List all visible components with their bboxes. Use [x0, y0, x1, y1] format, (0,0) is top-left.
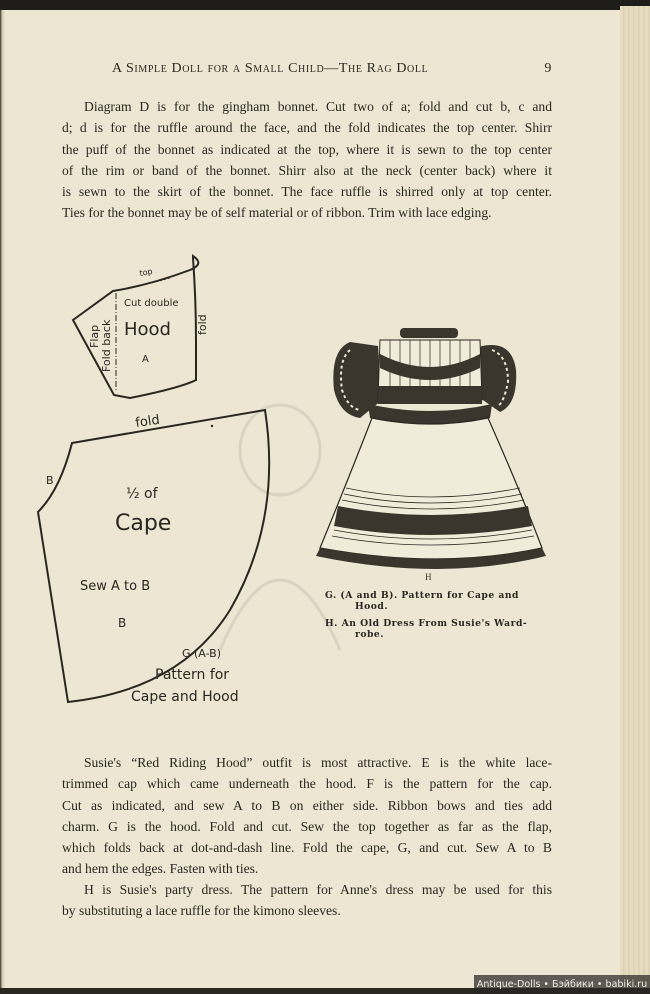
svg-text:½ of: ½ of [126, 486, 158, 502]
right-sleeve [478, 345, 516, 412]
svg-text:Cut double: Cut double [124, 298, 179, 309]
text-line: Cut as indicated, and sew A to B on either side. Ribbon bows and ties add [62, 797, 552, 813]
caption-h-text: H. An Old Dress From Susie's Ward- [325, 618, 528, 629]
caption-g-cont: Hood. [355, 600, 389, 612]
svg-text:Fold back: Fold back [100, 319, 113, 372]
svg-text:A: A [142, 354, 149, 365]
svg-text:Flap: Flap [88, 324, 101, 348]
svg-text:top: top [138, 266, 154, 278]
caption-h [325, 619, 550, 640]
text-line: Diagram D is for the gingham bonnet. Cut two of a; fold and cut b, c and [84, 99, 552, 114]
waistband [378, 386, 482, 404]
text-line: by substituting a lace ruffle for the kimono sleeves. [62, 903, 341, 919]
text-line: is sewn to the skirt of the bonnet. The face ruffle is shirred only at top center. [62, 184, 552, 200]
paragraph-red-riding-hood [62, 752, 552, 880]
svg-text:B: B [118, 616, 127, 630]
collar [400, 328, 458, 338]
svg-text:Pattern for: Pattern for [155, 667, 230, 683]
paragraph-party-dress [62, 879, 552, 922]
svg-text:G (A-B): G (A-B) [182, 647, 222, 660]
caption-h-cont: robe. [355, 628, 384, 640]
svg-text:fold: fold [134, 412, 161, 431]
svg-text:Cape and Hood: Cape and Hood [131, 689, 239, 705]
svg-text:fold: fold [196, 314, 209, 335]
text-line: and hem the edges. Fasten with ties. [62, 861, 259, 877]
figure-label-h: H [425, 572, 432, 582]
text-line: trimmed cap which came underneath the hood. F is the pattern for the cap. [62, 776, 552, 792]
caption-g-text: G. (A and B). Pattern for Cape and [325, 590, 519, 601]
page-number: 9 [544, 61, 552, 76]
skirt [320, 418, 542, 559]
text-line: d; d is for the ruffle around the face, and the fold indicates the top center. Shirr [62, 120, 552, 136]
running-head-title: A Simple Doll for a Small Child—The Rag Doll [112, 61, 429, 76]
text-line: of the rim or band of the bonnet. Shirr also at the neck (center back) where it [62, 162, 552, 178]
svg-text:Cape: Cape [115, 511, 172, 536]
party-dress-illustration [320, 320, 560, 580]
watermark: Antique-Dolls • Бэйбики • babiki.ru [474, 975, 650, 994]
text-line: H is Susie's party dress. The pattern for Anne's dress may be used for this [84, 882, 552, 897]
cape-outline [38, 410, 269, 702]
svg-text:Sew A to B: Sew A to B [80, 579, 151, 594]
text-line: Ties for the bonnet may be of self material or of ribbon. Trim with lace edging. [62, 205, 492, 221]
svg-text:Hood: Hood [124, 319, 171, 340]
text-line: Susie's “Red Riding Hood” outfit is most attractive. E is the white lace- [84, 755, 552, 770]
text-line: charm. G is the hood. Fold and cut. Sew the top together as far as the flap, [62, 818, 552, 834]
caption-g [325, 591, 550, 612]
text-line: which folds back at dot-and-dash line. Fold the cape, G, and cut. Sew A to B [62, 840, 552, 856]
text-line: the puff of the bonnet as indicated at the top, where it is sewn to the top center [62, 141, 552, 157]
svg-text:B: B [46, 474, 54, 487]
